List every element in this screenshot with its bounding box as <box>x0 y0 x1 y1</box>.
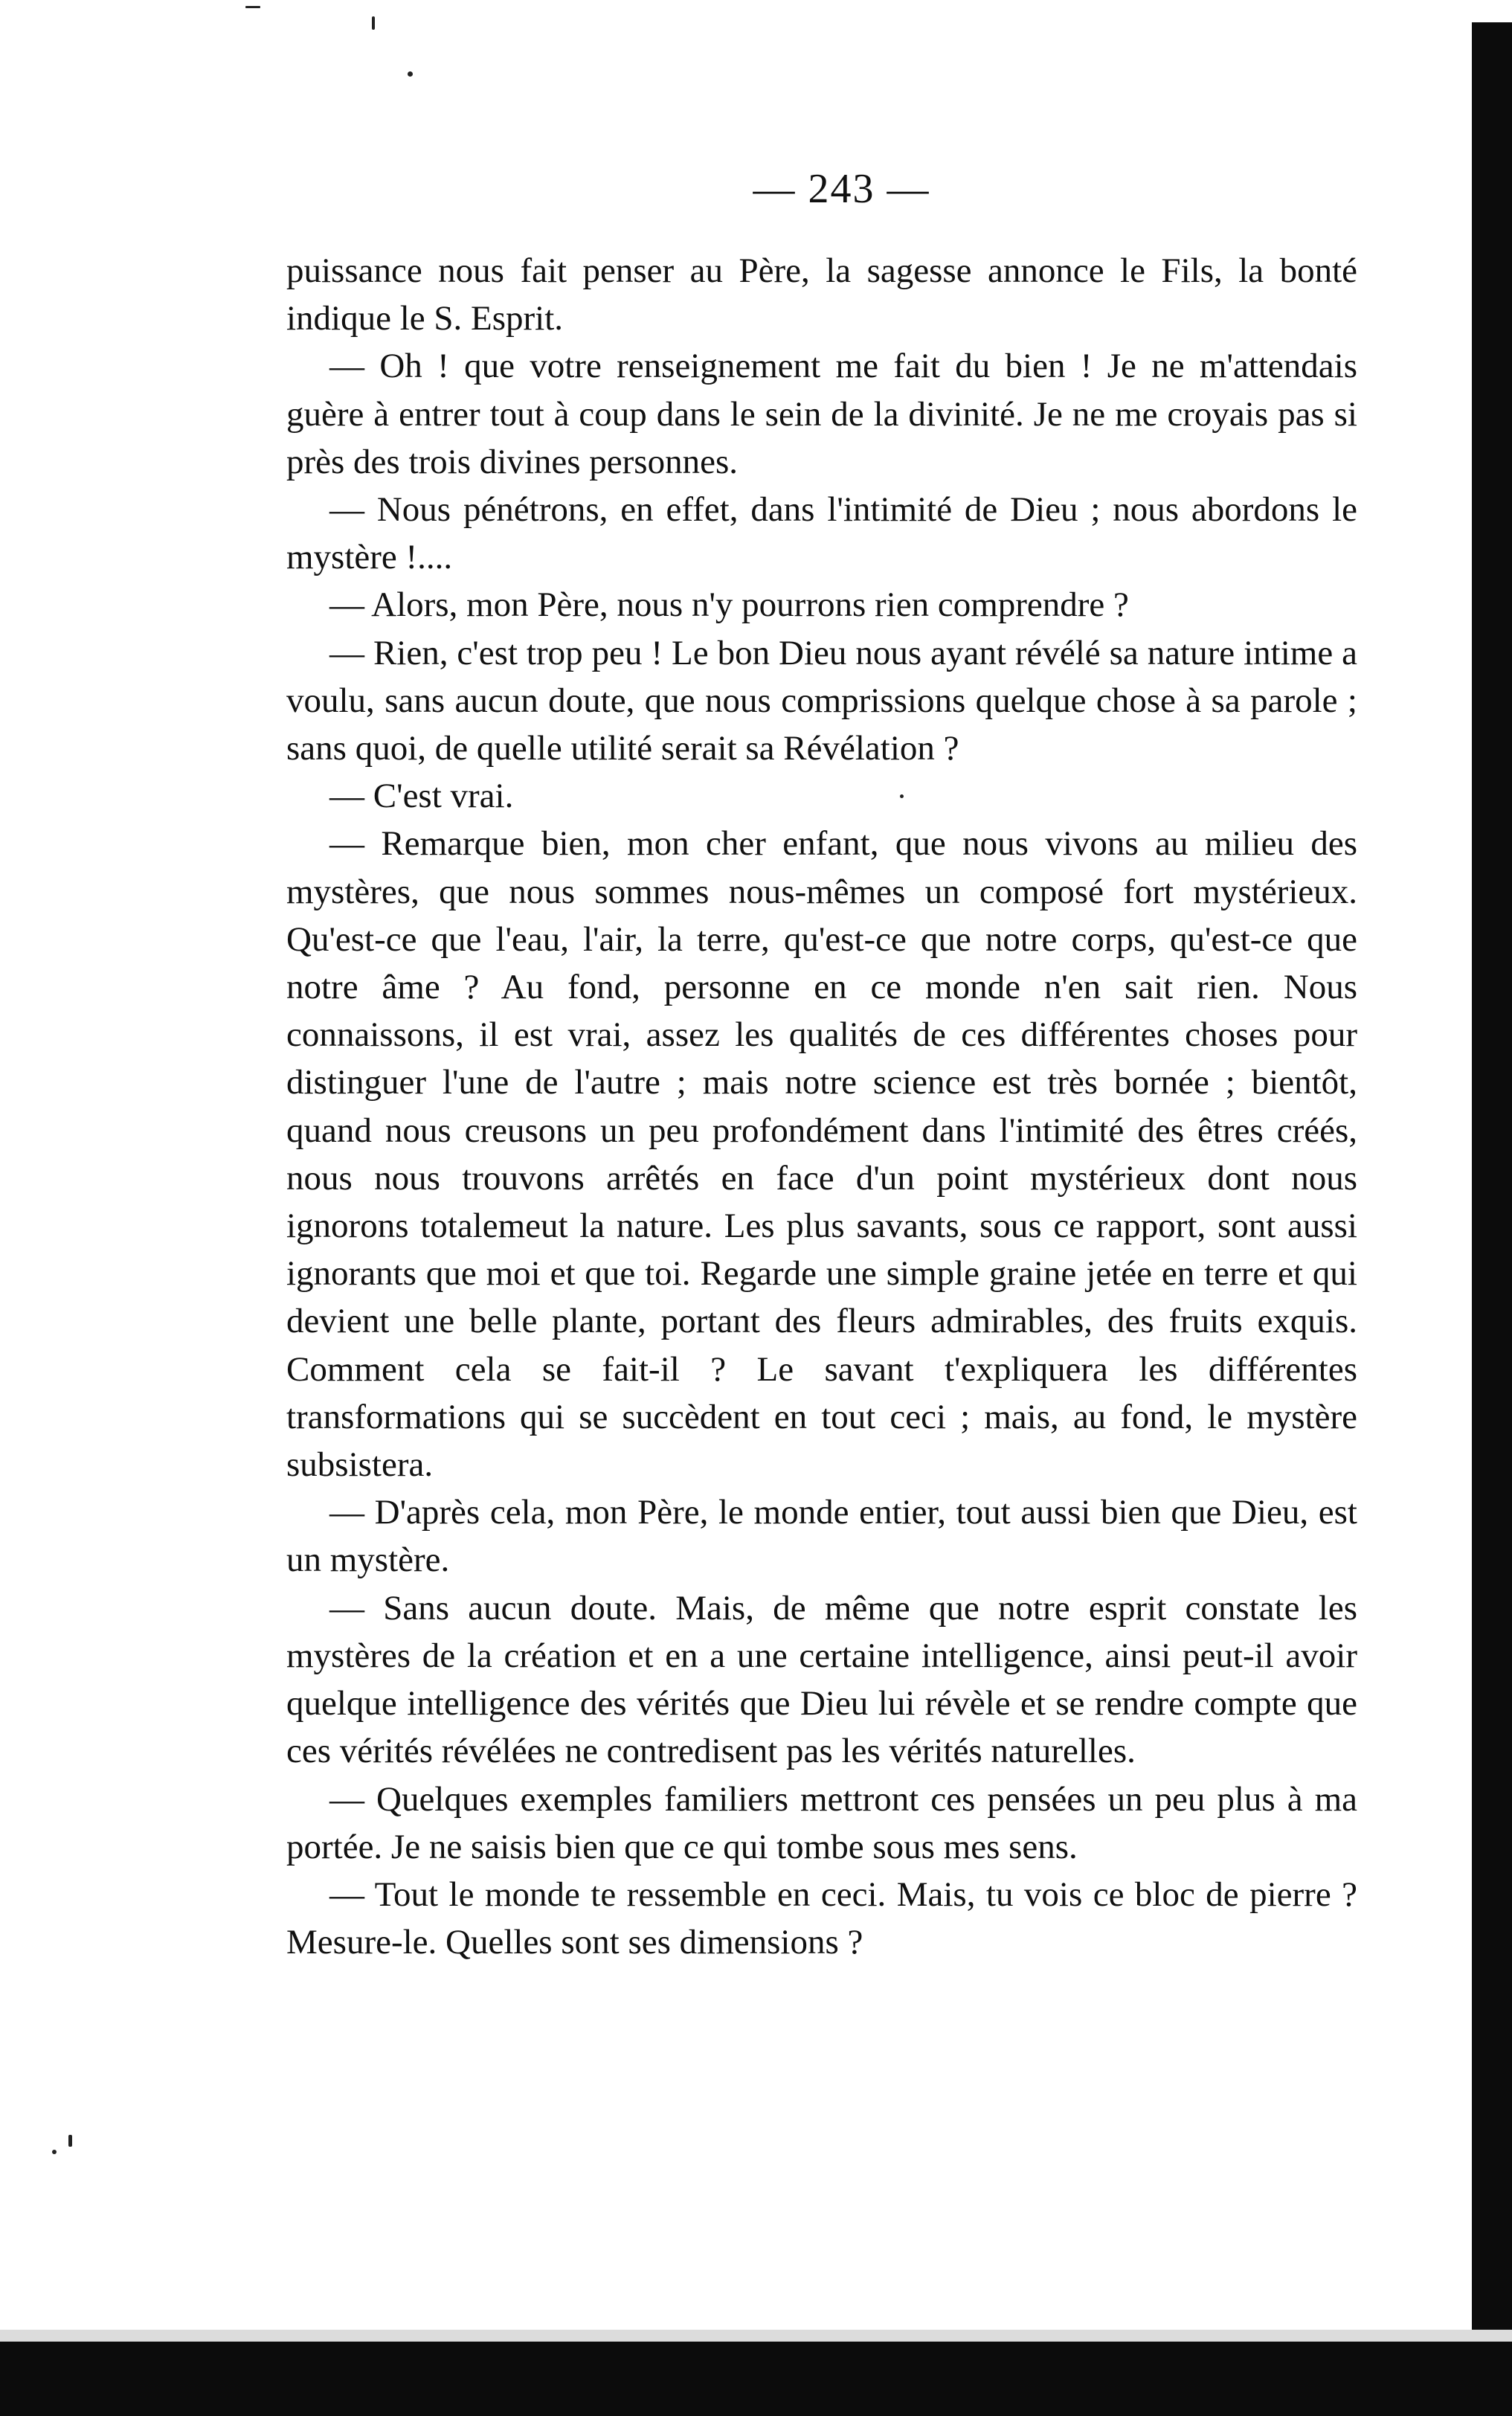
paragraph: — Nous pénétrons, en effet, dans l'intimité de Dieu ; nous abordons le mystère !.... <box>286 490 1357 577</box>
scan-speck <box>68 2135 72 2147</box>
scan-speck <box>52 2150 57 2154</box>
body-text <box>286 247 1357 1966</box>
scan-edge-bottom-shadow <box>0 2330 1512 2342</box>
paragraph: — Rien, c'est trop peu ! Le bon Dieu nous ayant révélé sa nature intime a voulu, sans aucun doute, que nous comprissions quelque chose à sa parole ; sans quoi, de quelle utilité serait sa Révélation ? <box>286 633 1357 768</box>
paragraph: — Quelques exemples familiers mettront ces pensées un peu plus à ma portée. Je ne saisis bien que ce qui tombe sous mes sens. <box>286 1779 1357 1866</box>
paragraph: — Alors, mon Père, nous n'y pourrons rien comprendre ? <box>329 585 1129 625</box>
paragraph: — Tout le monde te ressemble en ceci. Mais, tu vois ce bloc de pierre ? Mesure-le. Quelles sont ses dimensions ? <box>286 1874 1357 1962</box>
scan-edge-bottom <box>0 2342 1512 2416</box>
paragraph: puissance nous fait penser au Père, la sagesse annonce le Fils, la bonté indique le S. Esprit. <box>286 251 1357 338</box>
paragraph: — Sans aucun doute. Mais, de même que notre esprit constate les mystères de la création et en a une certaine intelligence, ainsi peut-il avoir quelque intelligence des vérités que Dieu lui révèle et se rendre compte que ces vérités révélées ne contredisent pas les vérités naturelles. <box>286 1588 1357 1771</box>
scan-edge-right <box>1472 22 1512 2416</box>
scan-speck <box>372 16 375 30</box>
paragraph: — C'est vrai. <box>329 777 514 816</box>
paragraph: — D'après cela, mon Père, le monde entier, tout aussi bien que Dieu, est un mystère. <box>286 1493 1357 1580</box>
page-number: — 243 — <box>753 166 930 212</box>
paragraph: — Oh ! que votre renseignement me fait du bien ! Je ne m'attendais guère à entrer tout à coup dans le sein de la divinité. Je ne me croyais pas si près des trois divines personnes. <box>286 347 1357 481</box>
scan-speck <box>408 71 413 77</box>
scan-speck <box>245 6 260 8</box>
paragraph: — Remarque bien, mon cher enfant, que nous vivons au milieu des mystères, que nous sommes nous-mêmes un composé fort mystérieux. Qu'est-ce que l'eau, l'air, la terre, qu'est-ce que notre corps, qu'est-ce que notre âme ? Au fond, personne en ce monde n'en sait rien. Nous connaissons, il est vrai, assez les qualités de ces différentes choses pour distinguer l'une de l'autre ; mais notre science est très bornée ; bientôt, quand nous creusons un peu profondément dans l'intimité des êtres créés, nous nous trouvons arrêtés en face d'un point mystérieux dont nous ignorons totalemeut la nature. Les plus savants, sous ce rapport, sont aussi ignorants que moi et que toi. Regarde une simple graine jetée en terre et qui devient une belle plante, portant des fleurs admirables, des fruits exquis. Comment cela se fait-il ? Le savant t'expliquera les différentes transformations qui se succèdent en tout ceci ; mais, au fond, le mystère subsistera. <box>286 824 1357 1485</box>
